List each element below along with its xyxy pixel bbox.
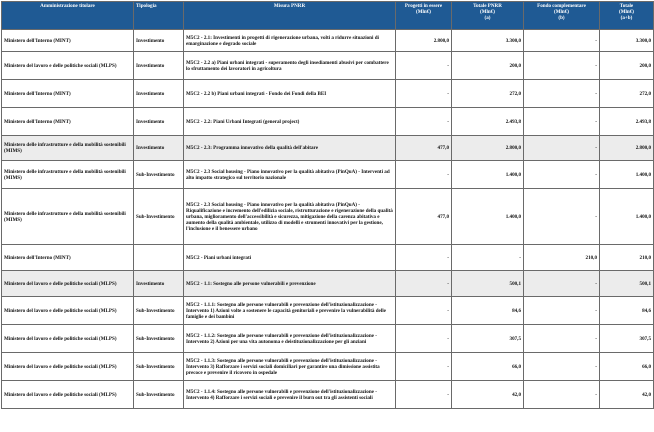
- cell-tipologia: Sub-Investimento: [134, 325, 184, 353]
- cell-totale: 200,0: [600, 52, 654, 80]
- cell-amministrazione: Ministero dell'Interno (MINT): [2, 30, 134, 52]
- cell-amministrazione: Ministero del lavoro e delle politiche sociali (MLPS): [2, 353, 134, 381]
- cell-fondo: -: [524, 161, 600, 189]
- cell-misura: M5C2 - 2.1: Investimenti in progetti di rigenerazione urbana, volti a ridurre situazioni di emarginazione e degrado sociale: [184, 30, 396, 52]
- cell-tipologia: Investimento: [134, 108, 184, 136]
- cell-totale: 42,0: [600, 381, 654, 409]
- cell-totale: 2.800,0: [600, 136, 654, 161]
- cell-fondo: -: [524, 381, 600, 409]
- cell-fondo: -: [524, 80, 600, 108]
- cell-misura: M5C2 - 2.3 Social housing - Piano innovativo per la qualità abitativa (PinQuA) - Interventi ad alto impatto strategico sul territorio nazionale: [184, 161, 396, 189]
- table-row: [2, 297, 654, 325]
- table-row: [2, 161, 654, 189]
- table-row: [2, 189, 654, 245]
- cell-totale: 210,0: [600, 245, 654, 271]
- header-pnrr: Totale PNRR (Mln€) (a): [452, 2, 524, 30]
- cell-amministrazione: Ministero delle infrastrutture e della mobilità sostenibili (MIMS): [2, 189, 134, 245]
- cell-pnrr: 84,6: [452, 297, 524, 325]
- table-row: [2, 80, 654, 108]
- cell-pnrr: 66,0: [452, 353, 524, 381]
- cell-fondo: -: [524, 353, 600, 381]
- cell-tipologia: Sub-Investimento: [134, 161, 184, 189]
- cell-tipologia: [134, 245, 184, 271]
- cell-tipologia: Investimento: [134, 136, 184, 161]
- cell-pnrr: 500,1: [452, 271, 524, 297]
- cell-totale: 272,0: [600, 80, 654, 108]
- cell-misura: M5C2 - Piani urbani integrati: [184, 245, 396, 271]
- cell-tipologia: Sub-Investimento: [134, 189, 184, 245]
- cell-progetti: -: [396, 80, 452, 108]
- cell-misura: M5C2 - 2.2 b) Piani urbani integrati - Fondo dei Fondi della BEI: [184, 80, 396, 108]
- cell-pnrr: -: [452, 245, 524, 271]
- table-row: [2, 136, 654, 161]
- cell-amministrazione: Ministero delle infrastrutture e della mobilità sostenibili (MIMS): [2, 161, 134, 189]
- cell-pnrr: 42,0: [452, 381, 524, 409]
- cell-totale: 84,6: [600, 297, 654, 325]
- cell-progetti: -: [396, 245, 452, 271]
- header-amministrazione: Amministrazione titolare: [2, 2, 134, 30]
- cell-totale: 3.300,0: [600, 30, 654, 52]
- cell-tipologia: Investimento: [134, 30, 184, 52]
- cell-pnrr: 307,5: [452, 325, 524, 353]
- cell-progetti: 2.800,0: [396, 30, 452, 52]
- header-totale: Totale (Mln€) (a+b): [600, 2, 654, 30]
- cell-fondo: -: [524, 30, 600, 52]
- cell-fondo: -: [524, 108, 600, 136]
- cell-progetti: 477,0: [396, 189, 452, 245]
- cell-totale: 66,0: [600, 353, 654, 381]
- cell-amministrazione: Ministero del lavoro e delle politiche sociali (MLPS): [2, 297, 134, 325]
- cell-pnrr: 200,0: [452, 52, 524, 80]
- cell-amministrazione: Ministero dell'Interno (MINT): [2, 80, 134, 108]
- cell-fondo: -: [524, 52, 600, 80]
- table-row: [2, 245, 654, 271]
- cell-fondo: -: [524, 297, 600, 325]
- cell-progetti: -: [396, 271, 452, 297]
- header-row: [2, 2, 654, 30]
- page: [0, 1, 654, 432]
- cell-fondo: -: [524, 189, 600, 245]
- cell-totale: 1.400,0: [600, 189, 654, 245]
- cell-progetti: 477,0: [396, 136, 452, 161]
- cell-totale: 2.493,8: [600, 108, 654, 136]
- cell-amministrazione: Ministero dell'Interno (MINT): [2, 108, 134, 136]
- cell-amministrazione: Ministero del lavoro e delle politiche sociali (MLPS): [2, 52, 134, 80]
- cell-misura: M5C2 - 2.2: Piani Urbani Integrati (general project): [184, 108, 396, 136]
- cell-totale: 1.400,0: [600, 161, 654, 189]
- cell-misura: M5C2 - 1.1: Sostegno alle persone vulnerabili e prevenzione: [184, 271, 396, 297]
- cell-pnrr: 2.800,0: [452, 136, 524, 161]
- header-tipologia: Tipologia: [134, 2, 184, 30]
- cell-amministrazione: Ministero del lavoro e delle politiche sociali (MLPS): [2, 271, 134, 297]
- cell-totale: 307,5: [600, 325, 654, 353]
- header-progetti: Progetti in essere (Mln€): [396, 2, 452, 30]
- cell-tipologia: Sub-Investimento: [134, 353, 184, 381]
- cell-pnrr: 3.300,0: [452, 30, 524, 52]
- cell-tipologia: Investimento: [134, 52, 184, 80]
- table-row: [2, 325, 654, 353]
- cell-fondo: -: [524, 136, 600, 161]
- cell-amministrazione: Ministero dell'Interno (MINT): [2, 245, 134, 271]
- cell-tipologia: Sub-Investimento: [134, 297, 184, 325]
- cell-progetti: -: [396, 161, 452, 189]
- cell-misura: M5C2 - 1.1.2: Sostegno alle persone vulnerabili e prevenzione dell'istituzionalizzazione - Intervento 2) Azioni per una vita autonoma e deistituzionalizzazione per gli anziani: [184, 325, 396, 353]
- table-row: [2, 381, 654, 409]
- cell-progetti: -: [396, 353, 452, 381]
- cell-fondo: -: [524, 325, 600, 353]
- header-misura: Misura PNRR: [184, 2, 396, 30]
- cell-misura: M5C2 - 2.3: Programma innovativo della qualità dell'abitare: [184, 136, 396, 161]
- cell-pnrr: 2.493,8: [452, 108, 524, 136]
- cell-progetti: -: [396, 297, 452, 325]
- cell-misura: M5C2 - 1.1.3: Sostegno alle persone vulnerabili e prevenzione dell'istituzionalizzazione - Intervento 3) Rafforzare i servizi sociali domiciliari per garantire una dimissione assistita precoce e prevenire il ricovero in ospedale: [184, 353, 396, 381]
- cell-amministrazione: Ministero delle infrastrutture e della mobilità sostenibili (MIMS): [2, 136, 134, 161]
- cell-totale: 500,1: [600, 271, 654, 297]
- table-body: [2, 30, 654, 409]
- cell-fondo: 210,0: [524, 245, 600, 271]
- cell-tipologia: Sub-Investimento: [134, 381, 184, 409]
- cell-progetti: -: [396, 108, 452, 136]
- cell-pnrr: 272,0: [452, 80, 524, 108]
- cell-misura: M5C2 - 2.3 Social housing - Piano innovativo per la qualità abitativa (PinQuA) - Riqualificazione e incremento dell'edilizia sociale, ristrutturazione e rigenerazione della qualità urbana, miglioramento dell'accessibilità e sicurezza, mitigazione della carenza abitativa e aumento della qualità ambientale, utilizzo di modelli e strumenti innovativi per la gestione, l'inclusione e il benessere urbano: [184, 189, 396, 245]
- cell-tipologia: Investimento: [134, 271, 184, 297]
- cell-fondo: -: [524, 271, 600, 297]
- cell-misura: M5C2 - 1.1.4: Sostegno alle persone vulnerabili e prevenzione dell'istituzionalizzazione - Intervento 4) Rafforzare i servizi sociali e prevenire il burn out tra gli assistenti sociali: [184, 381, 396, 409]
- table-row: [2, 108, 654, 136]
- cell-pnrr: 1.400,0: [452, 189, 524, 245]
- cell-misura: M5C2 - 1.1.1: Sostegno alle persone vulnerabili e prevenzione dell'istituzionalizzazione - Intervento 1) Azioni volte a sostenere le capacità genitoriali e prevenire la vulnerabilità delle famiglie e dei bambini: [184, 297, 396, 325]
- cell-tipologia: Investimento: [134, 80, 184, 108]
- measures-table: [1, 1, 654, 409]
- table-row: [2, 353, 654, 381]
- cell-pnrr: 1.400,0: [452, 161, 524, 189]
- table-row: [2, 52, 654, 80]
- cell-progetti: -: [396, 52, 452, 80]
- header-fondo: Fondo complementare (Mln€) (b): [524, 2, 600, 30]
- cell-progetti: -: [396, 381, 452, 409]
- table-row: [2, 271, 654, 297]
- cell-amministrazione: Ministero del lavoro e delle politiche sociali (MLPS): [2, 325, 134, 353]
- cell-misura: M5C2 - 2.2 a) Piani urbani integrati - superamento degli insediamenti abusivi per combattere lo sfruttamento dei lavoratori in agricoltura: [184, 52, 396, 80]
- table-row: [2, 30, 654, 52]
- cell-amministrazione: Ministero del lavoro e delle politiche sociali (MLPS): [2, 381, 134, 409]
- cell-progetti: -: [396, 325, 452, 353]
